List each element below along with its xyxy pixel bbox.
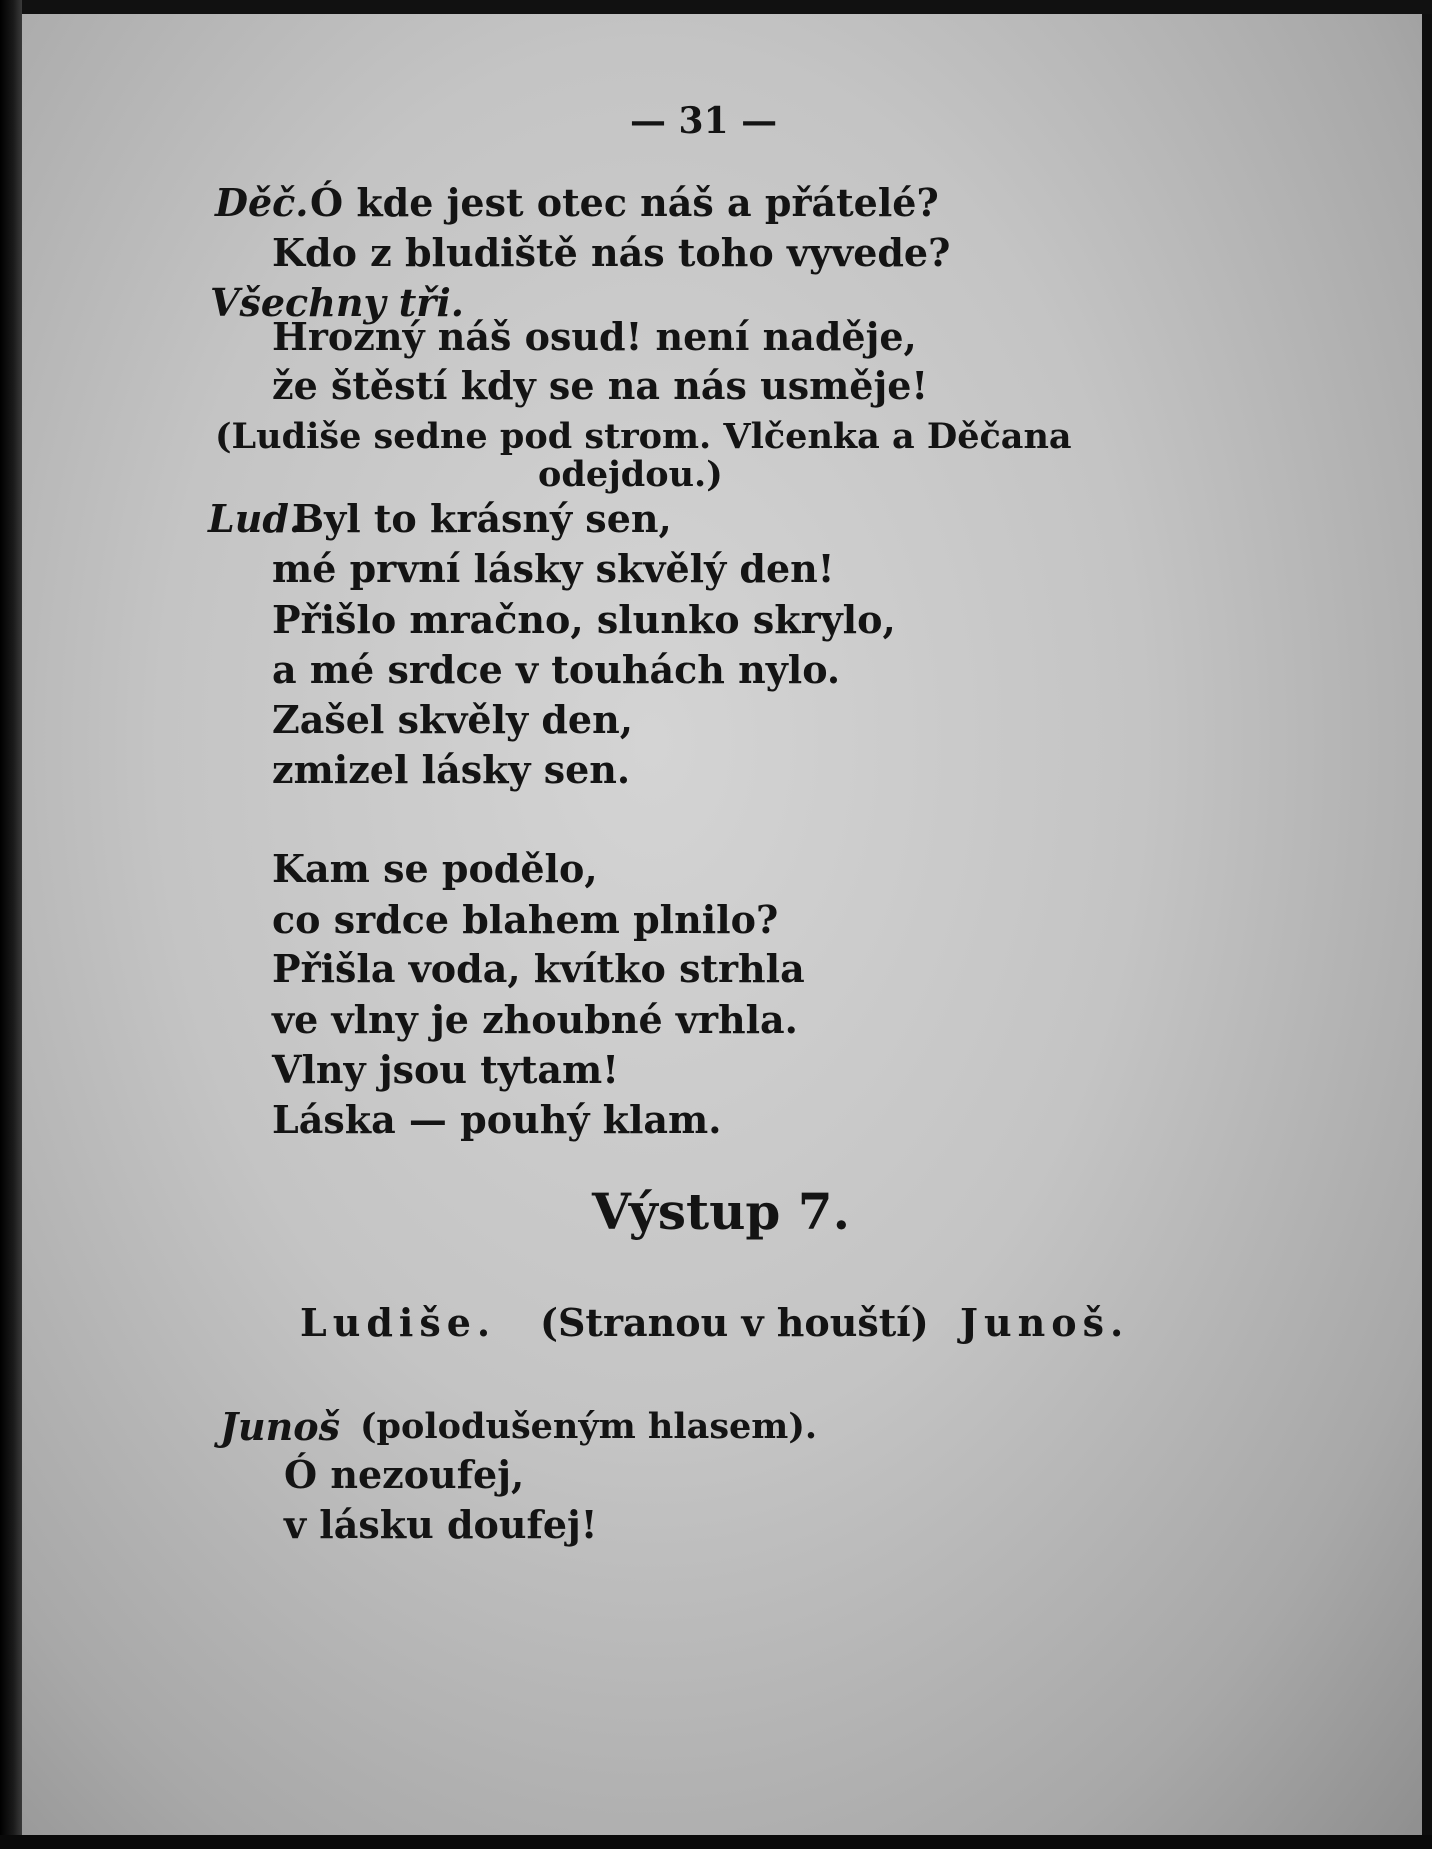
character-name: Junoš. (960, 1300, 1130, 1345)
verse-line: že štěstí kdy se na nás usměje! (272, 363, 929, 408)
verse-line: Vlny jsou tytam! (272, 1047, 619, 1092)
verse-line: ve vlny je zhoubné vrhla. (272, 997, 798, 1042)
verse-line: Zašel skvěly den, (272, 697, 633, 742)
verse-line: Byl to krásný sen, (292, 496, 672, 541)
verse-line: zmizel lásky sen. (272, 747, 631, 792)
verse-line: Přišla voda, kvítko strhla (272, 946, 805, 991)
stage-direction: odejdou.) (538, 454, 723, 495)
stage-direction: (Ludiše sedne pod strom. Vlčenka a Děčana (215, 416, 1072, 457)
verse-line: Ó kde jest otec náš a přátelé? (310, 180, 939, 225)
verse-line: co srdce blahem plnilo? (272, 897, 779, 942)
verse-line: mé první lásky skvělý den! (272, 546, 835, 591)
character-name: Ludiše. (300, 1300, 497, 1345)
verse-line: Kdo z bludiště nás toho vyvede? (272, 230, 951, 275)
verse-line: a mé srdce v touhách nylo. (272, 647, 841, 692)
scan-edge-bottom (0, 1835, 1432, 1849)
page-number: — 31 — (630, 100, 778, 142)
verse-line: v lásku doufej! (284, 1502, 598, 1547)
verse-line: Hrozný náš osud! není naděje, (272, 314, 917, 359)
verse-line: Ó nezoufej, (284, 1452, 525, 1497)
verse-line: Kam se podělo, (272, 846, 598, 891)
section-title: Výstup 7. (592, 1182, 850, 1241)
scan-edge-left (0, 0, 22, 1849)
scan-edge-top (0, 0, 1432, 14)
verse-line: Přišlo mračno, slunko skrylo, (272, 597, 896, 642)
verse-line: Láska — pouhý klam. (272, 1097, 722, 1142)
stage-direction: (polodušeným hlasem). (360, 1406, 818, 1447)
speaker-dec: Děč. (215, 180, 309, 225)
stage-direction: (Stranou v houští) (540, 1300, 929, 1345)
speaker-vsechny-tri: Všechny tři. (210, 280, 464, 325)
speaker-junos: Junoš (220, 1404, 340, 1449)
speaker-lud: Lud. (208, 496, 303, 541)
book-page (22, 14, 1422, 1836)
